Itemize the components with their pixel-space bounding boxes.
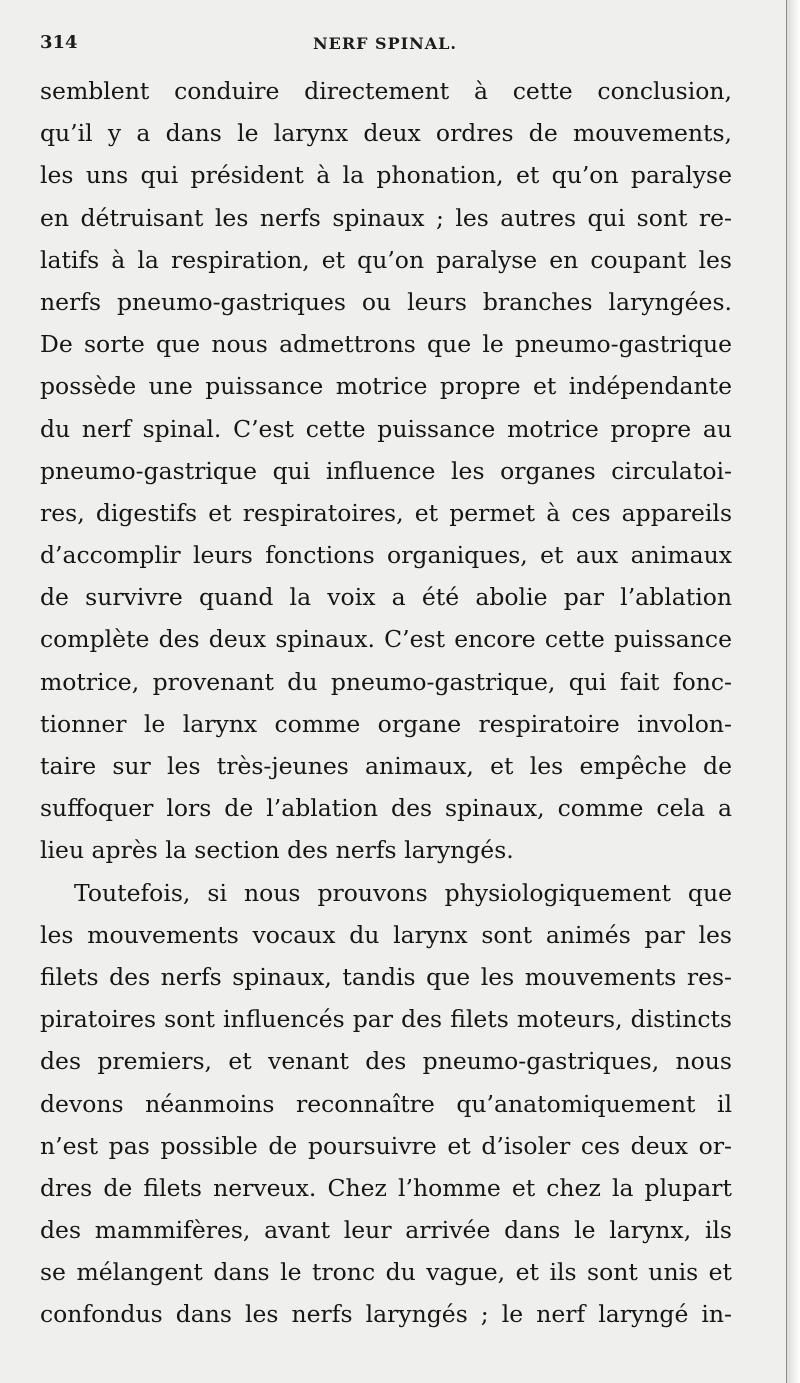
text-line: dres de filets nerveux. Chez l’homme et chez la plupart — [40, 1173, 732, 1202]
text-line: complète des deux spinaux. C’est encore cette puissance — [40, 625, 732, 654]
text-line: n’est pas possible de poursuivre et d’isoler ces deux or- — [40, 1131, 732, 1160]
text-line: d’accomplir leurs fonctions organiques, et aux animaux — [40, 541, 732, 570]
text-line: les mouvements vocaux du larynx sont animés par les — [40, 920, 732, 949]
running-title: NERF SPINAL. — [313, 34, 457, 53]
text-line: se mélangent dans le tronc du vague, et ils sont unis et — [40, 1258, 732, 1287]
body-text — [40, 70, 732, 1336]
text-line: devons néanmoins reconnaître qu’anatomiquement il — [40, 1089, 732, 1118]
text-line: de survivre quand la voix a été abolie par l’ablation — [40, 583, 732, 612]
text-line: tionner le larynx comme organe respiratoire involon- — [40, 709, 732, 738]
text-line: taire sur les très-jeunes animaux, et les empêche de — [40, 752, 732, 780]
text-line: semblent conduire directement à cette conclusion, — [40, 77, 732, 105]
text-line: res, digestifs et respiratoires, et permet à ces appareils — [40, 498, 732, 527]
text-line: filets des nerfs spinaux, tandis que les mouvements res- — [40, 962, 732, 991]
paragraph-start-line: Toutefois, si nous prouvons physiologiquement que — [74, 878, 732, 907]
text-line: motrice, provenant du pneumo-gastrique, qui fait fonc- — [40, 667, 732, 696]
text-line: De sorte que nous admettrons que le pneumo-gastrique — [40, 330, 732, 359]
text-line: pneumo-gastrique qui influence les organes circulatoi- — [40, 456, 732, 485]
paragraph-end-line: lieu après la section des nerfs laryngés. — [40, 836, 514, 865]
text-line: suffoquer lors de l’ablation des spinaux, comme cela a — [40, 794, 732, 823]
running-head — [40, 32, 730, 56]
text-line: les uns qui président à la phonation, et qu’on paralyse — [40, 161, 732, 190]
page-number: 314 — [40, 32, 78, 53]
text-line: qu’il y a dans le larynx deux ordres de mouvements, — [40, 119, 732, 148]
text-line: des premiers, et venant des pneumo-gastriques, nous — [40, 1047, 732, 1076]
text-line: en détruisant les nerfs spinaux ; les autres qui sont re- — [40, 203, 732, 232]
text-line: latifs à la respiration, et qu’on paralyse en coupant les — [40, 245, 732, 274]
text-line: nerfs pneumo-gastriques ou leurs branches laryngées. — [40, 287, 732, 316]
text-line: possède une puissance motrice propre et indépendante — [40, 372, 732, 401]
text-line: confondus dans les nerfs laryngés ; le nerf laryngé in- — [40, 1300, 732, 1329]
text-line: piratoires sont influencés par des filets moteurs, distincts — [40, 1005, 732, 1034]
page-edge — [786, 0, 800, 1383]
text-line: du nerf spinal. C’est cette puissance motrice propre au — [40, 414, 732, 443]
text-line: des mammifères, avant leur arrivée dans le larynx, ils — [40, 1216, 732, 1245]
